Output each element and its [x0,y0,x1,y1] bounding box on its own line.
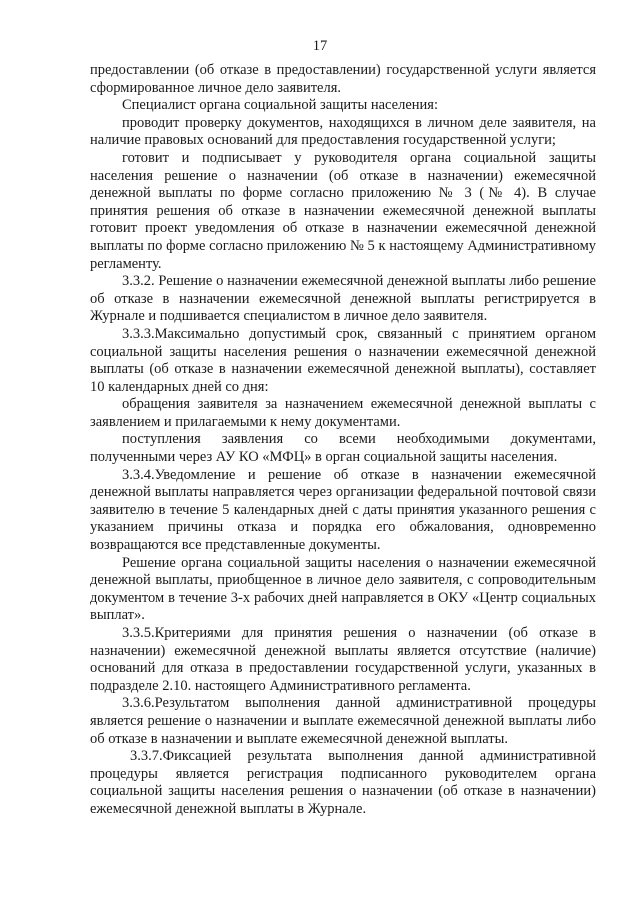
paragraph-8: поступления заявления со всеми необходимыми документами, полученными через АУ КО «МФЦ» в орган социальной защиты населения. [90,431,596,466]
paragraph-7: обращения заявителя за назначением ежемесячной денежной выплаты с заявлением и прилагаемыми к нему документами. [90,396,596,430]
page-number: 17 [312,38,328,54]
paragraph-6: 3.3.3.Максимально допустимый срок, связанный с принятием органом социальной защиты населения решения о назначении ежемесячной денежной выплаты (об отказе в назначении ежемесячной денежной выплаты), составляет 10 календарных дней со дня: [90,325,596,395]
paragraph-10: Решение органа социальной защиты населения о назначении ежемесячной денежной выплаты, приобщенное в личное дело заявителя, с сопроводительным документом в течение 3-х рабочих дней направляется в ОКУ «Центр социальных выплат». [90,554,596,624]
paragraph-5: 3.3.2. Решение о назначении ежемесячной денежной выплаты либо решение об отказе в назначении ежемесячной денежной выплаты регистрируется в Журнале и подшивается специалистом в личное дело заявителя. [90,273,596,325]
paragraph-9: 3.3.4.Уведомление и решение об отказе в назначении ежемесячной денежной выплаты направляется через организации федеральной почтовой связи заявителю в течение 5 календарных дней с даты принятия указанного решения с указанием причины отказа и порядка его обжалования, одновременно возвращаются все представленные документы. [90,466,596,554]
paragraph-11: 3.3.5.Критериями для принятия решения о назначении (об отказе в назначении) ежемесячной денежной выплаты является отсутствие (наличие) оснований для отказа в предоставлении государственной услуги, указанных в подразделе 2.10. настоящего Административного регламента. [90,625,596,694]
paragraph-3: проводит проверку документов, находящихся в личном деле заявителя, на наличие правовых оснований для предоставления государственной услуги; [90,114,596,149]
paragraph-12: 3.3.6.Результатом выполнения данной административной процедуры является решение о назначении и выплате ежемесячной денежной выплаты либо об отказе в назначении и выплате ежемесячной денежной выплаты. [90,695,596,747]
paragraph-4: готовит и подписывает у руководителя органа социальной защиты населения решение о назначении (об отказе в назначении) ежемесячной денежной выплаты по форме согласно приложению № 3 (№ 4). В случае принятия решения об отказе в назначении ежемесячной денежной выплаты готовит проект уведомления об отказе в назначении ежемесячной денежной выплаты по форме согласно приложению № 5 к настоящему Административному регламенту. [90,149,596,272]
paragraph-13: 3.3.7.Фиксацией результата выполнения данной административной процедуры является регистрация подписанного руководителем органа социальной защиты населения решения о назначении (об отказе в назначении) ежемесячной денежной выплаты в Журнале. [90,748,596,817]
document-body [90,62,596,819]
paragraph-2: Специалист органа социальной защиты населения: [122,97,438,114]
paragraph-1: предоставлении (об отказе в предоставлении) государственной услуги является сформированное личное дело заявителя. [90,62,596,96]
